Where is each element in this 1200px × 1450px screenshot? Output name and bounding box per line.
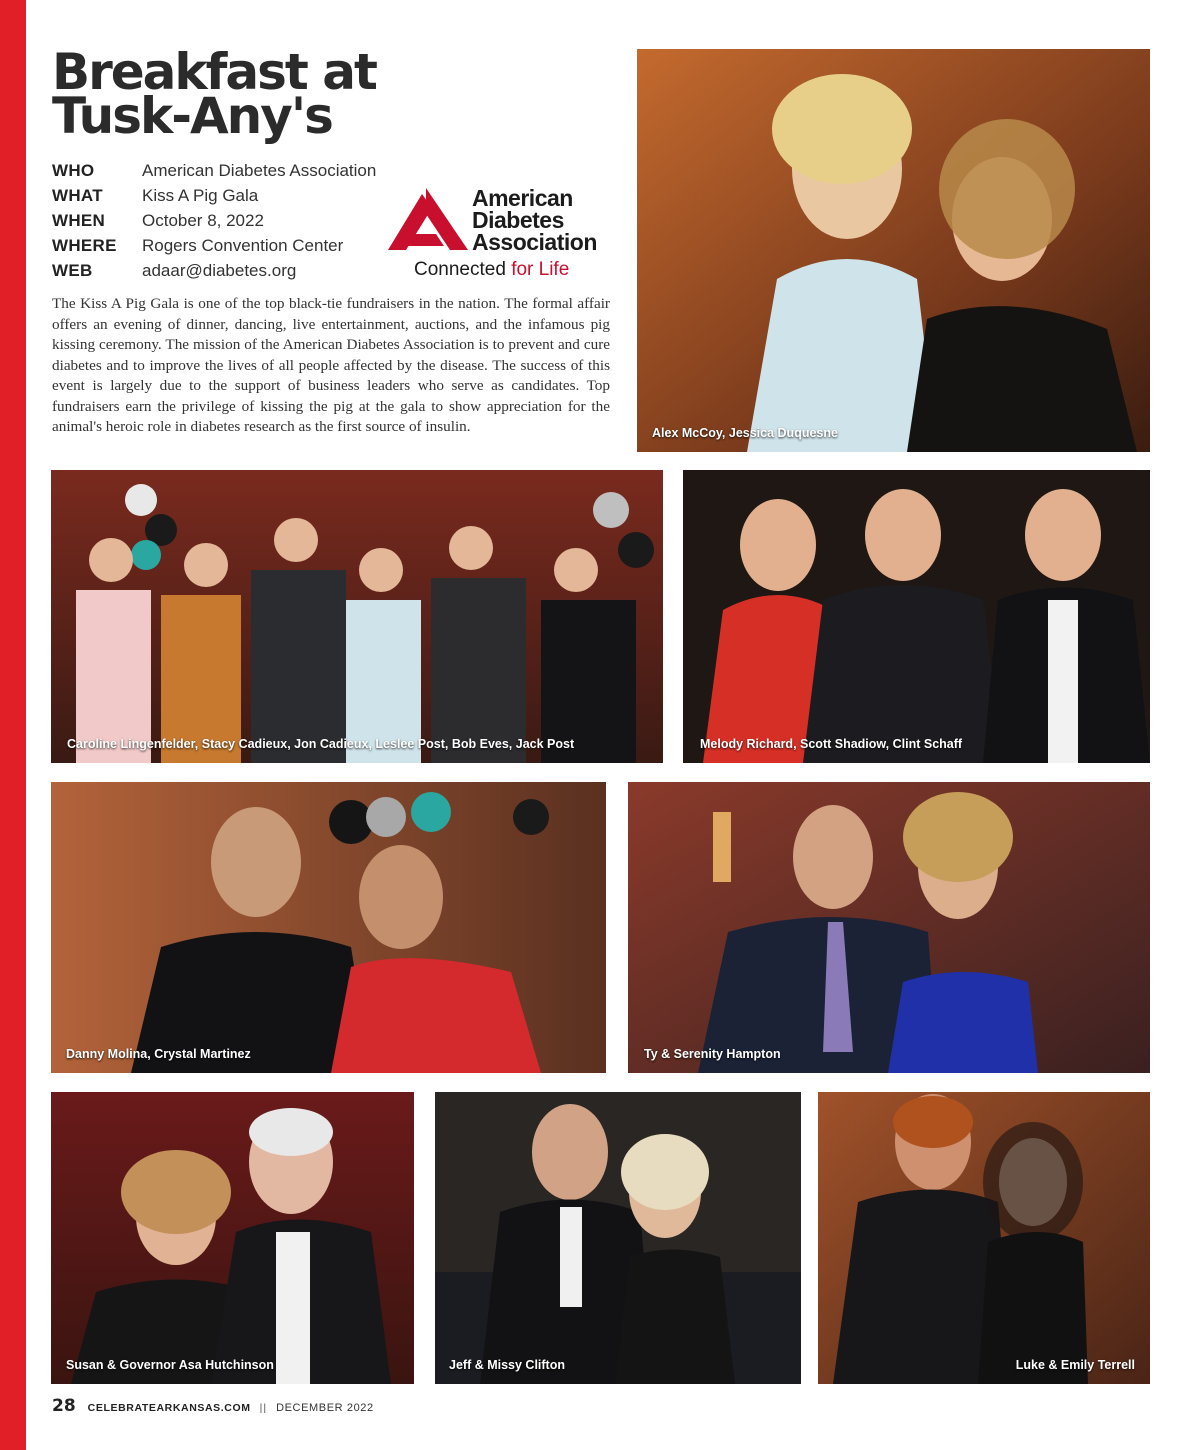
- photo-caption: Alex McCoy, Jessica Duquesne: [652, 426, 838, 440]
- photo-image: [51, 1092, 414, 1384]
- title-line-1: Breakfast at: [52, 43, 376, 101]
- info-value: adaar@diabetes.org: [142, 260, 297, 280]
- photo-caption: Luke & Emily Terrell: [1015, 1358, 1135, 1372]
- tagline-part-1: Connected: [414, 259, 506, 280]
- photo-group-six: [51, 470, 663, 763]
- info-row-web: [52, 258, 376, 283]
- photo-danny-crystal: [51, 782, 606, 1073]
- tagline-part-2: for Life: [511, 259, 570, 280]
- photo-caption: Ty & Serenity Hampton: [644, 1047, 781, 1061]
- photo-image: [683, 470, 1150, 763]
- info-key: WHERE: [52, 235, 117, 255]
- info-key: WHAT: [52, 185, 103, 205]
- info-key: WHEN: [52, 210, 106, 230]
- info-row-when: [52, 208, 376, 233]
- info-value: American Diabetes Association: [142, 160, 377, 180]
- photo-ty-serenity: [628, 782, 1150, 1073]
- photo-caption: Jeff & Missy Clifton: [449, 1358, 565, 1372]
- photo-image: [637, 49, 1150, 452]
- photo-caption: Melody Richard, Scott Shadiow, Clint Schaff: [700, 737, 963, 751]
- photo-caption: Danny Molina, Crystal Martinez: [66, 1047, 251, 1061]
- photo-image: [628, 782, 1150, 1073]
- footer-separator: ||: [259, 1402, 268, 1414]
- logo-word-3: Association: [472, 229, 597, 255]
- ada-triangle-icon: [388, 186, 470, 252]
- photo-luke-emily: [818, 1092, 1150, 1384]
- photo-image: [818, 1092, 1150, 1384]
- page-number: 28: [52, 1396, 76, 1416]
- footer-issue: DECEMBER 2022: [276, 1402, 374, 1414]
- photo-melody-scott-clint: [683, 470, 1150, 763]
- info-key: WEB: [52, 260, 93, 280]
- article-body: The Kiss A Pig Gala is one of the top black-tie fundraisers in the nation. The formal affair offers an evening of dinner, dancing, live entertainment, auctions, and the infamous pig kissing ceremony. The mission of the American Diabetes Association is to prevent and cure diabetes and to improve the lives of all people affected by the disease. The success of this event is largely due to the support of business leaders who serve as candidates. Top fundraisers earn the privilege of kissing the pig at the gala to show appreciation for the animal's heroic role in diabetes research as the first source of insulin.: [52, 295, 610, 435]
- logo-tagline: [414, 259, 569, 281]
- photo-image: [51, 782, 606, 1073]
- photo-susan-asa: [51, 1092, 414, 1384]
- accent-bar: [0, 0, 26, 1450]
- event-info: [52, 158, 376, 283]
- photo-caption: Caroline Lingenfelder, Stacy Cadieux, Jon Cadieux, Leslee Post, Bob Eves, Jack Post: [67, 737, 575, 751]
- info-row-who: [52, 158, 376, 183]
- logo-word-2: Diabetes: [472, 207, 564, 233]
- photo-image: [435, 1092, 801, 1384]
- ada-logo: [388, 186, 616, 284]
- photo-caption: Susan & Governor Asa Hutchinson: [66, 1358, 274, 1372]
- page-footer: [52, 1396, 374, 1416]
- photo-jeff-missy: [435, 1092, 801, 1384]
- info-row-what: [52, 183, 376, 208]
- logo-word-1: American: [472, 185, 573, 211]
- info-value: Rogers Convention Center: [142, 235, 344, 255]
- photo-image: [51, 470, 663, 763]
- info-value: Kiss A Pig Gala: [142, 185, 259, 205]
- info-key: WHO: [52, 160, 95, 180]
- title-line-2: Tusk-Any's: [52, 87, 332, 145]
- photo-alex-jessica: [637, 49, 1150, 452]
- info-value: October 8, 2022: [142, 210, 264, 230]
- info-row-where: [52, 233, 376, 258]
- footer-site: CELEBRATEARKANSAS.COM: [87, 1402, 251, 1414]
- article-title: [52, 43, 376, 145]
